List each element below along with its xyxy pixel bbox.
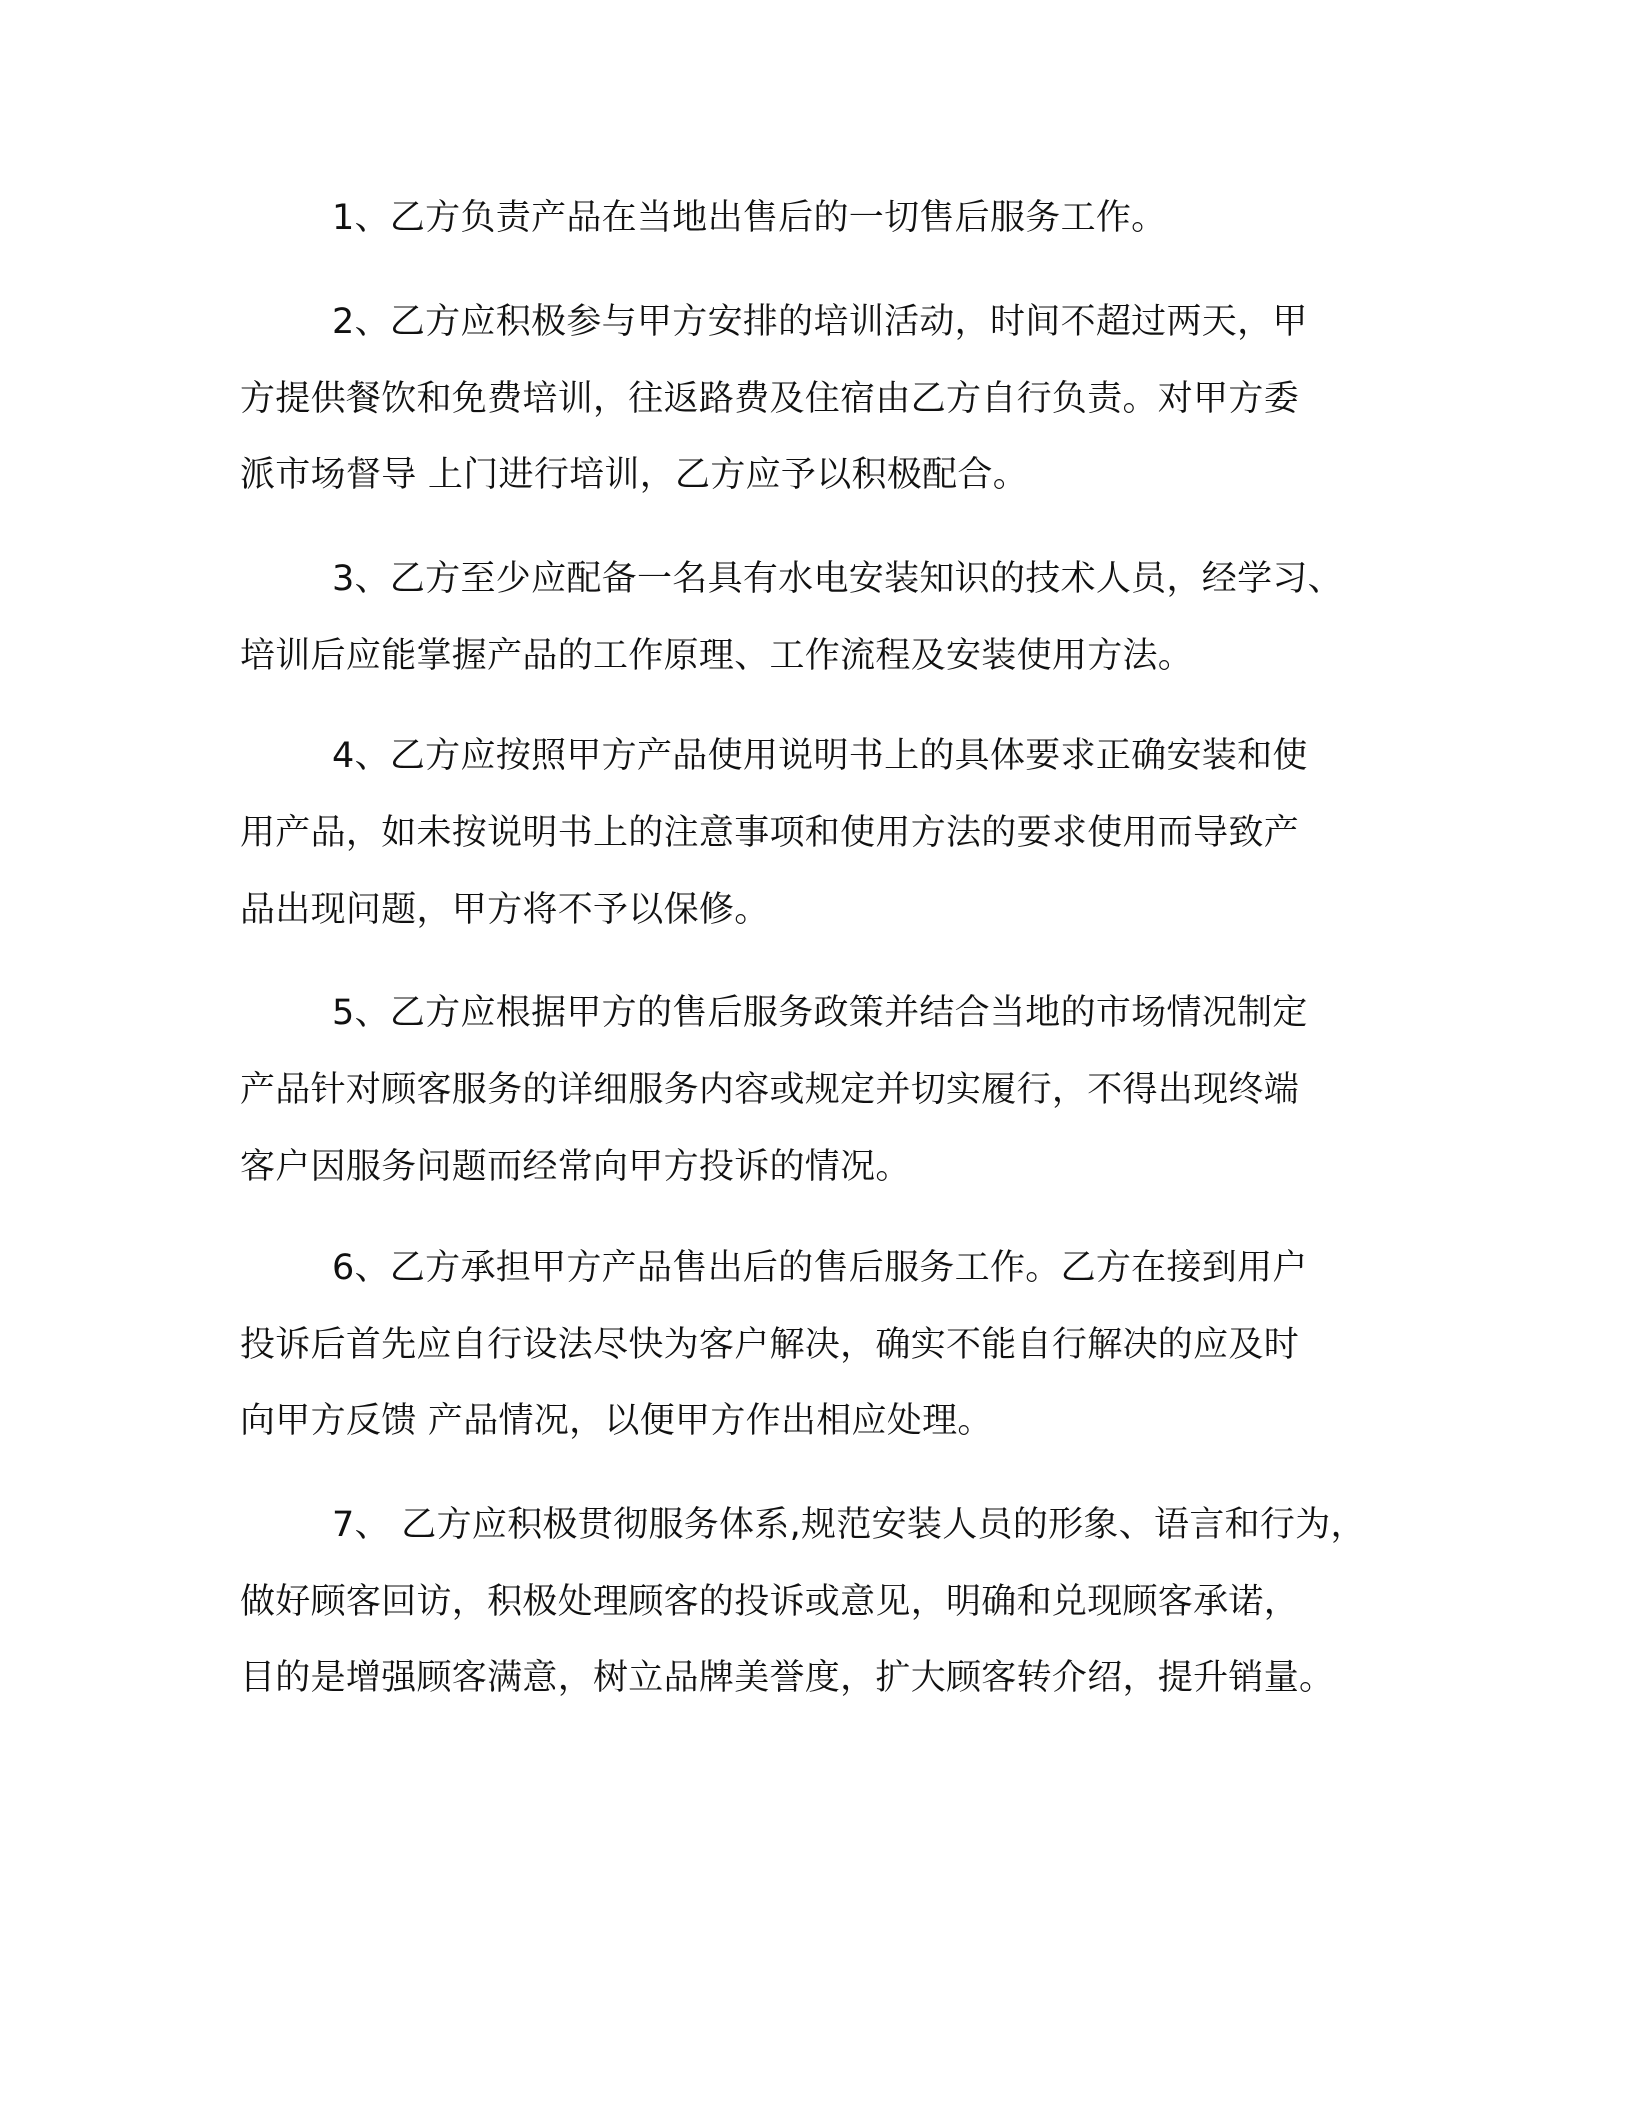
- clause-line: 2、乙方应积极参与甲方安排的培训活动，时间不超过两天，甲: [332, 302, 1308, 342]
- clause-line: 6、乙方承担甲方产品售出后的售后服务工作。乙方在接到用户: [332, 1248, 1308, 1288]
- clause-line: 产品针对顾客服务的详细服务内容或规定并切实履行，不得出现终端: [240, 1070, 1300, 1110]
- clause-line: 培训后应能掌握产品的工作原理、工作流程及安装使用方法。: [240, 636, 1194, 676]
- clause-line: 用产品，如未按说明书上的注意事项和使用方法的要求使用而导致产: [240, 813, 1300, 853]
- clause-line: 方提供餐饮和免费培训，往返路费及住宿由乙方自行负责。对甲方委: [240, 379, 1300, 419]
- clause-line: 目的是增强顾客满意，树立品牌美誉度，扩大顾客转介绍，提升销量。: [240, 1658, 1335, 1698]
- clause-line: 品出现问题，甲方将不予以保修。: [240, 890, 770, 930]
- clause-line: 5、乙方应根据甲方的售后服务政策并结合当地的市场情况制定: [332, 993, 1308, 1033]
- clause-line: 派市场督导 上门进行培训，乙方应予以积极配合。: [240, 455, 1029, 495]
- clause-line: 向甲方反馈 产品情况，以便甲方作出相应处理。: [240, 1401, 993, 1441]
- clause-line: 投诉后首先应自行设法尽快为客户解决，确实不能自行解决的应及时: [240, 1325, 1300, 1365]
- clause-line: 做好顾客回访，积极处理顾客的投诉或意见，明确和兑现顾客承诺，: [240, 1582, 1300, 1622]
- clause-line: 客户因服务问题而经常向甲方投诉的情况。: [240, 1147, 911, 1187]
- clause-line: 4、乙方应按照甲方产品使用说明书上的具体要求正确安装和使: [332, 736, 1308, 776]
- clause-line: 3、乙方至少应配备一名具有水电安装知识的技术人员，经学习、: [332, 559, 1343, 599]
- clause-line: 7、 乙方应积极贯彻服务体系,规范安装人员的形象、语言和行为，: [332, 1505, 1366, 1545]
- clause-line: 1、乙方负责产品在当地出售后的一切售后服务工作。: [332, 198, 1167, 238]
